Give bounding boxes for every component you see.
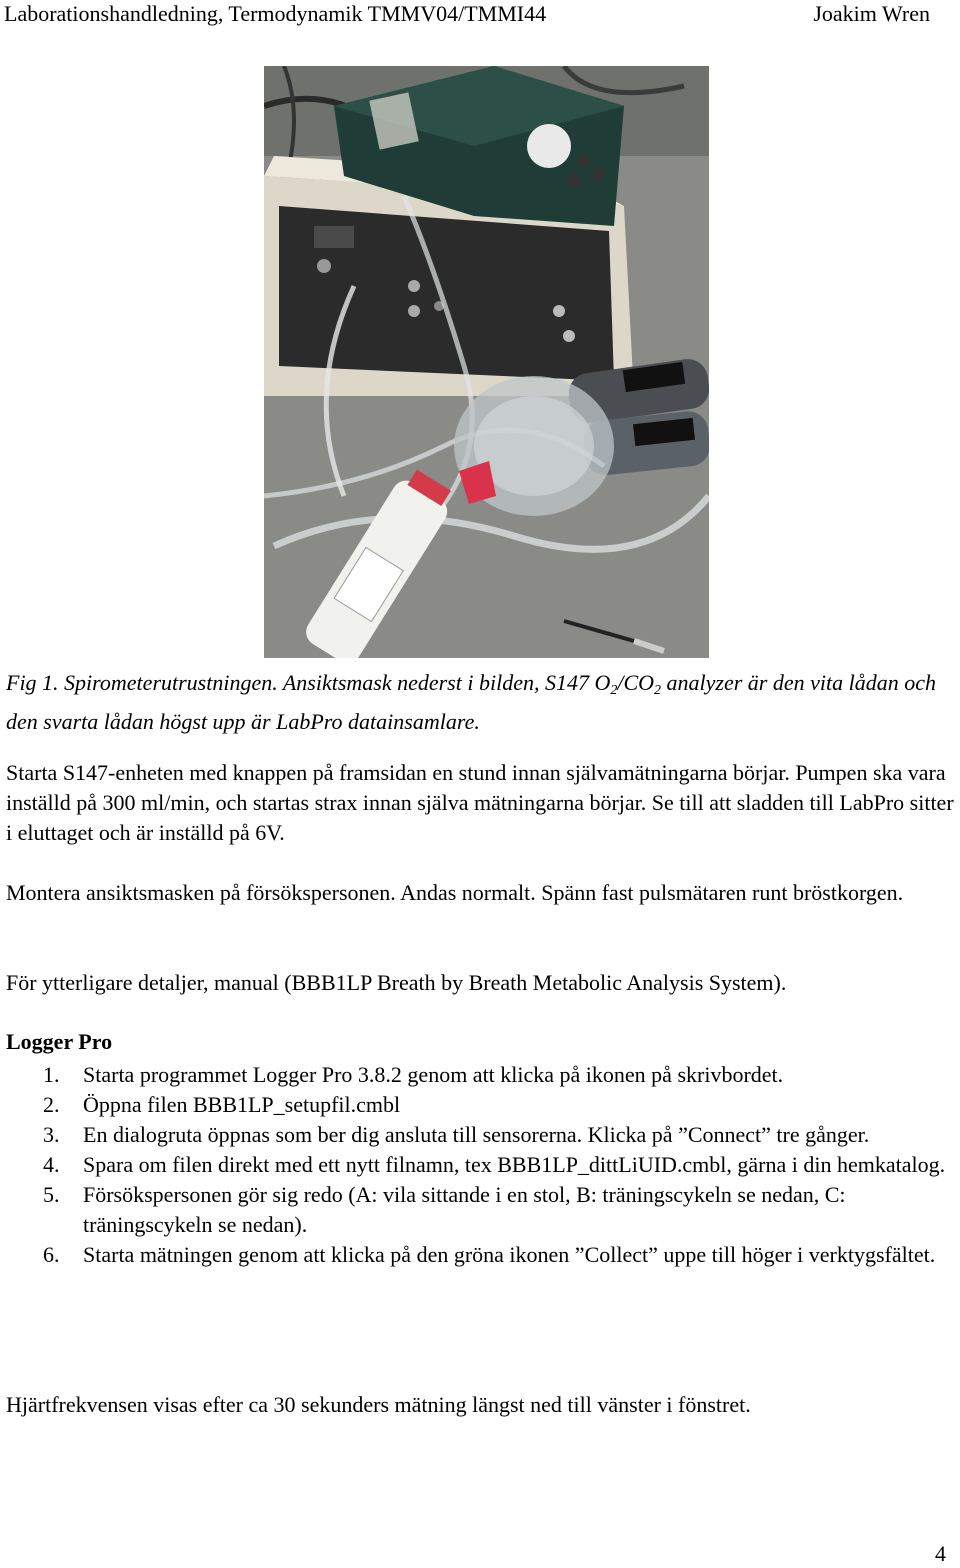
list-item-number: 4.: [43, 1152, 60, 1177]
list-item: [0, 1060, 956, 1090]
list-item-number: 2.: [43, 1092, 60, 1117]
list-item-number: 3.: [43, 1122, 60, 1147]
caption-text-1: Fig 1. Spirometerutrustningen. Ansiktsmask nederst i bilden, S147 O: [6, 670, 611, 695]
paragraph-manual-reference: För ytterligare detaljer, manual (BBB1LP Breath by Breath Metabolic Analysis System).: [6, 970, 787, 995]
paragraph-start-s147: Starta S147-enheten med knappen på framsidan en stund innan självamätningarna börjar. Pumpen ska vara inställd på 300 ml/min, och startas strax innan själva mätningarna börjar. Se till att sladden till LabPro sitter i eluttaget och är inställd på 6V.: [6, 760, 954, 845]
header-title: Laborationshandledning, Termodynamik TMMV04/TMMI44: [4, 1, 547, 26]
logger-pro-steps: [0, 1060, 956, 1270]
caption-subscript-1: 2: [610, 683, 618, 698]
list-item-number: 6.: [43, 1242, 60, 1267]
list-item: [0, 1240, 956, 1270]
list-item-text: Försökspersonen gör sig redo (A: vila sittande i en stol, B: träningscykeln se nedan, C: träningscykeln se nedan).: [83, 1182, 846, 1237]
list-item-text: En dialogruta öppnas som ber dig ansluta till sensorerna. Klicka på ”Connect” tre gånger.: [83, 1122, 870, 1147]
header-author: Joakim Wren: [813, 1, 930, 26]
list-item: [0, 1120, 956, 1150]
figure-caption: [6, 667, 956, 737]
list-item: [0, 1090, 956, 1120]
list-item: [0, 1150, 956, 1180]
section-heading-logger-pro: Logger Pro: [6, 1029, 113, 1054]
photo-spirometer-equipment-icon: [264, 66, 709, 658]
spirometer-photo: [264, 66, 709, 658]
list-item-text: Öppna filen BBB1LP_setupfil.cmbl: [83, 1092, 401, 1117]
caption-text-3: analyzer är den vita lådan och den svarta lådan högst upp är LabPro datainsamlare.: [6, 670, 937, 734]
list-item-text: Starta mätningen genom att klicka på den gröna ikonen ”Collect” uppe till höger i verktygsfältet.: [83, 1242, 936, 1267]
list-item-text: Starta programmet Logger Pro 3.8.2 genom att klicka på ikonen på skrivbordet.: [83, 1062, 784, 1087]
paragraph-mount-mask: Montera ansiktsmasken på försökspersonen. Andas normalt. Spänn fast pulsmätaren runt bröstkorgen.: [6, 880, 904, 905]
list-item-number: 5.: [43, 1182, 60, 1207]
list-item-text: Spara om filen direkt med ett nytt filnamn, tex BBB1LP_dittLiUID.cmbl, gärna i din hemkatalog.: [83, 1152, 946, 1177]
caption-subscript-2: 2: [654, 683, 662, 698]
list-item-number: 1.: [43, 1062, 60, 1087]
page-header: [4, 0, 930, 30]
list-item: [0, 1180, 956, 1240]
paragraph-heart-rate: Hjärtfrekvensen visas efter ca 30 sekunders mätning längst ned till vänster i fönstret.: [6, 1392, 751, 1417]
page-number: 4: [935, 1541, 946, 1566]
caption-text-2: /CO: [617, 670, 655, 695]
